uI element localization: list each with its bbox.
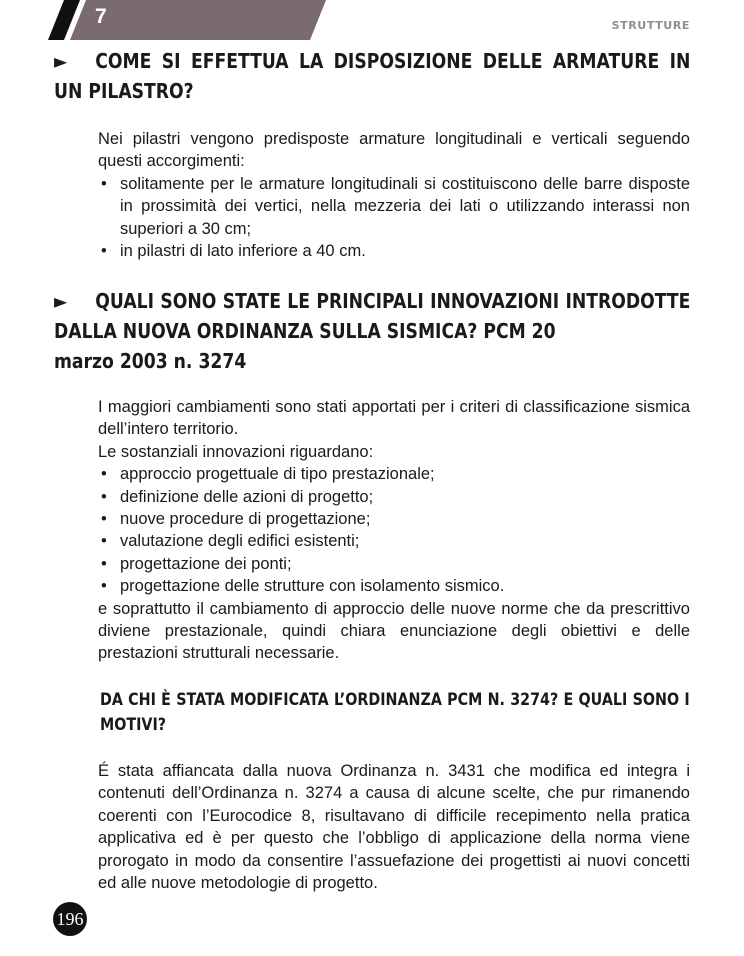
arrow-marker-icon: ►	[54, 289, 68, 313]
answer-intro-1: Nei pilastri vengono predisposte armature longitudinali e verticali seguendo questi accorgimenti:	[98, 130, 690, 171]
list-item-text: progettazione delle strutture con isolamento sismico.	[120, 577, 505, 596]
answer-body-3: É stata affiancata dalla nuova Ordinanza n. 3431 che modifica ed integra i contenuti dell’Ordinanza n. 3274 a causa di alcune scelte, che pur rimanendo coerenti con l’Eurocodice 8, risultavano di difficile recepimento nella pratica applicativa ed è per questo che l’obbligo di applicazione della norma viene prorogato in modo da consentire l’assuefazione dei progettisti ai nuovi concetti ed alle nuove metodologie di progetto.	[98, 762, 690, 893]
list-item-text: in pilastri di lato inferiore a 40 cm.	[120, 242, 366, 261]
bullet-list-2	[98, 463, 690, 597]
bullet-icon: •	[101, 487, 107, 506]
answer-intro-2: I maggiori cambiamenti sono stati apportati per i criteri di classificazione sismica dell’intero territorio.	[98, 398, 690, 439]
list-item-text: approccio progettuale di tipo prestazionale;	[120, 465, 435, 484]
bullet-icon: •	[101, 242, 107, 261]
list-item-text: definizione delle azioni di progetto;	[120, 487, 374, 506]
answer-block-2	[98, 396, 690, 665]
bullet-list-1	[98, 173, 690, 263]
list-item	[98, 486, 690, 508]
list-item	[98, 463, 690, 485]
list-item-text: progettazione dei ponti;	[120, 554, 292, 573]
list-item	[98, 240, 690, 262]
arrow-marker-icon: ►	[54, 49, 68, 73]
page-number-badge	[53, 902, 87, 936]
list-item-text: nuove procedure di progettazione;	[120, 510, 371, 529]
page-number: 196	[56, 909, 84, 929]
list-item	[98, 508, 690, 530]
list-item-text: valutazione degli edifici esistenti;	[120, 532, 360, 551]
question-heading-1	[54, 46, 690, 106]
answer-intro-2b: Le sostanziali innovazioni riguardano:	[98, 442, 374, 461]
question-title-2: QUALI SONO STATE LE PRINCIPALI INNOVAZIONI INTRODOTTE DALLA NUOVA ORDINANZA SULLA SISMICA? PCM 20	[54, 289, 691, 343]
chapter-number: 7	[95, 5, 107, 28]
bullet-icon: •	[101, 554, 107, 573]
chapter-header-bar	[0, 0, 744, 44]
answer-block-3	[98, 760, 690, 894]
list-item	[98, 553, 690, 575]
list-item	[98, 530, 690, 552]
question-subheading-3: DA CHI È STATA MODIFICATA L’ORDINANZA PCM N. 3274? E QUALI SONO I MOTIVI?	[100, 690, 690, 735]
bullet-icon: •	[101, 532, 107, 551]
bullet-icon: •	[101, 577, 107, 596]
list-item-text: solitamente per le armature longitudinali si costituiscono delle barre disposte in prossimità dei vertici, nella mezzeria dei lati o utilizzando interassi non superiori a 30 cm;	[120, 174, 690, 238]
bullet-icon: •	[101, 465, 107, 484]
bullet-icon: •	[101, 174, 107, 193]
answer-block-1	[98, 128, 690, 262]
section-label: STRUTTURE	[611, 19, 690, 32]
question-title-2-tail: marzo 2003 n. 3274	[54, 349, 247, 373]
answer-closing-2: e soprattutto il cambiamento di approccio delle nuove norme che da prescrittivo diviene prestazionale, quindi chiara enunciazione degli obiettivi e delle prestazioni strutturali necessarie.	[98, 599, 690, 663]
list-item	[98, 173, 690, 240]
header-title-band	[70, 0, 326, 40]
bullet-icon: •	[101, 510, 107, 529]
question-heading-2	[54, 286, 690, 376]
question-title-1: COME SI EFFETTUA LA DISPOSIZIONE DELLE ARMATURE IN UN PILASTRO?	[54, 49, 691, 103]
list-item	[98, 575, 690, 597]
